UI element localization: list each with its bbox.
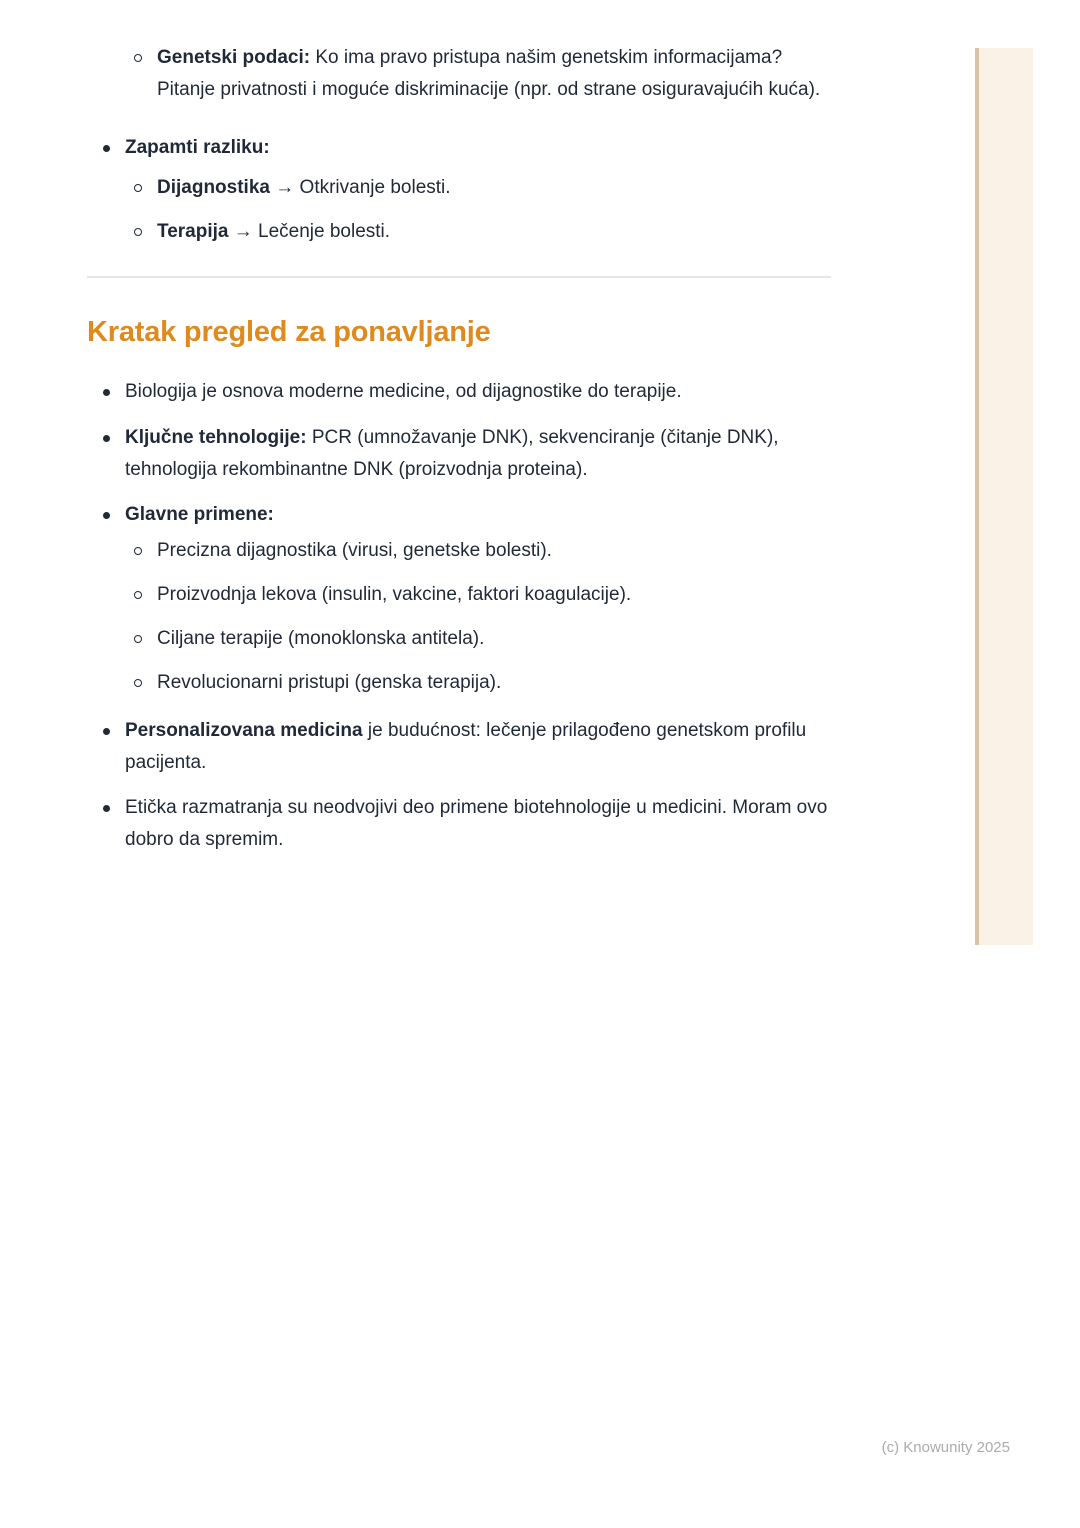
term-bold: Zapamti razliku:: [125, 137, 270, 158]
list-item-text: [157, 216, 831, 248]
list-item-text: [157, 579, 831, 611]
list-item-text: [125, 499, 831, 531]
list-item-text: [125, 792, 831, 856]
list-item-revolucionarni-pristupi: [87, 667, 831, 699]
list-item-dijagnostika: [87, 172, 831, 204]
disc-bullet-icon: [103, 145, 110, 152]
item-rest-text: Precizna dijagnostika (virusi, genetske bolesti).: [157, 540, 552, 561]
item-rest-text: Revolucionarni pristupi (genska terapija).: [157, 672, 502, 693]
term-bold: Genetski podaci:: [157, 47, 311, 68]
ethics-list: [87, 42, 831, 248]
list-item-text: [125, 422, 831, 486]
list-item-text: [157, 42, 831, 106]
item-rest-text: Etička razmatranja su neodvojivi deo primene biotehnologije u medicini. Moram ovo dobro da spremim.: [125, 797, 828, 850]
section-divider: [87, 276, 831, 278]
list-item-terapija: [87, 216, 831, 248]
circle-bullet-icon: [134, 228, 142, 236]
circle-bullet-icon: [134, 635, 142, 643]
term-bold: Terapija: [157, 221, 229, 242]
term-bold: Ključne tehnologije:: [125, 427, 307, 448]
term-bold: Personalizovana medicina: [125, 720, 363, 741]
remember-sublist: [87, 172, 831, 248]
list-item-text: [157, 535, 831, 567]
list-item-personalizovana-medicina: [87, 715, 831, 779]
circle-bullet-icon: [134, 54, 142, 62]
item-rest-text: PCR (umnožavanje DNK), sekvenciranje (čitanje DNK), tehnologija rekombinantne DNK (proizvodnja proteina).: [125, 427, 779, 480]
review-list: [87, 376, 831, 856]
notes-content: [87, 42, 831, 856]
circle-bullet-icon: [134, 679, 142, 687]
circle-bullet-icon: [134, 547, 142, 555]
list-item-text: [157, 172, 831, 204]
applications-sublist: [87, 535, 831, 699]
item-rest-text: Ko ima pravo pristupa našim genetskim informacijama? Pitanje privatnosti i moguće diskriminacije (npr. od strane osiguravajućih kuća).: [157, 47, 821, 100]
list-item-biologija: [87, 376, 831, 408]
item-rest-text: Ciljane terapije (monoklonska antitela).: [157, 628, 485, 649]
page-edge-stripe: [975, 48, 1033, 945]
list-item-ciljane-terapije: [87, 623, 831, 655]
list-item-proizvodnja-lekova: [87, 579, 831, 611]
list-item-genetski-podaci: [87, 42, 831, 106]
term-bold: Dijagnostika: [157, 177, 270, 198]
list-item-eticka-razmatranja: [87, 792, 831, 856]
list-item-text: [125, 715, 831, 779]
copyright-footer: (c) Knowunity 2025: [881, 1439, 1010, 1456]
disc-bullet-icon: [103, 512, 110, 519]
term-bold: Glavne primene:: [125, 504, 274, 525]
disc-bullet-icon: [103, 728, 110, 735]
circle-bullet-icon: [134, 184, 142, 192]
section-heading: Kratak pregled za ponavljanje: [87, 316, 491, 348]
list-item-text: [157, 623, 831, 655]
list-item-glavne-primene: [87, 499, 831, 531]
list-item-precizna-dijagnostika: [87, 535, 831, 567]
item-rest-text: Proizvodnja lekova (insulin, vakcine, faktori koagulacije).: [157, 584, 632, 605]
item-rest-text: Biologija je osnova moderne medicine, od dijagnostike do terapije.: [125, 381, 682, 402]
list-item-text: [125, 132, 831, 164]
circle-bullet-icon: [134, 591, 142, 599]
list-item-kljucne-tehnologije: [87, 422, 831, 486]
disc-bullet-icon: [103, 389, 110, 396]
list-item-text: [125, 376, 831, 408]
item-rest-text: → Otkrivanje bolesti.: [269, 177, 451, 198]
disc-bullet-icon: [103, 805, 110, 812]
list-item-zapamti-razliku: [87, 132, 831, 164]
list-item-text: [157, 667, 831, 699]
item-rest-text: je budućnost: lečenje prilagođeno genetskom profilu pacijenta.: [125, 720, 807, 773]
item-rest-text: → Lečenje bolesti.: [228, 221, 391, 242]
disc-bullet-icon: [103, 435, 110, 442]
